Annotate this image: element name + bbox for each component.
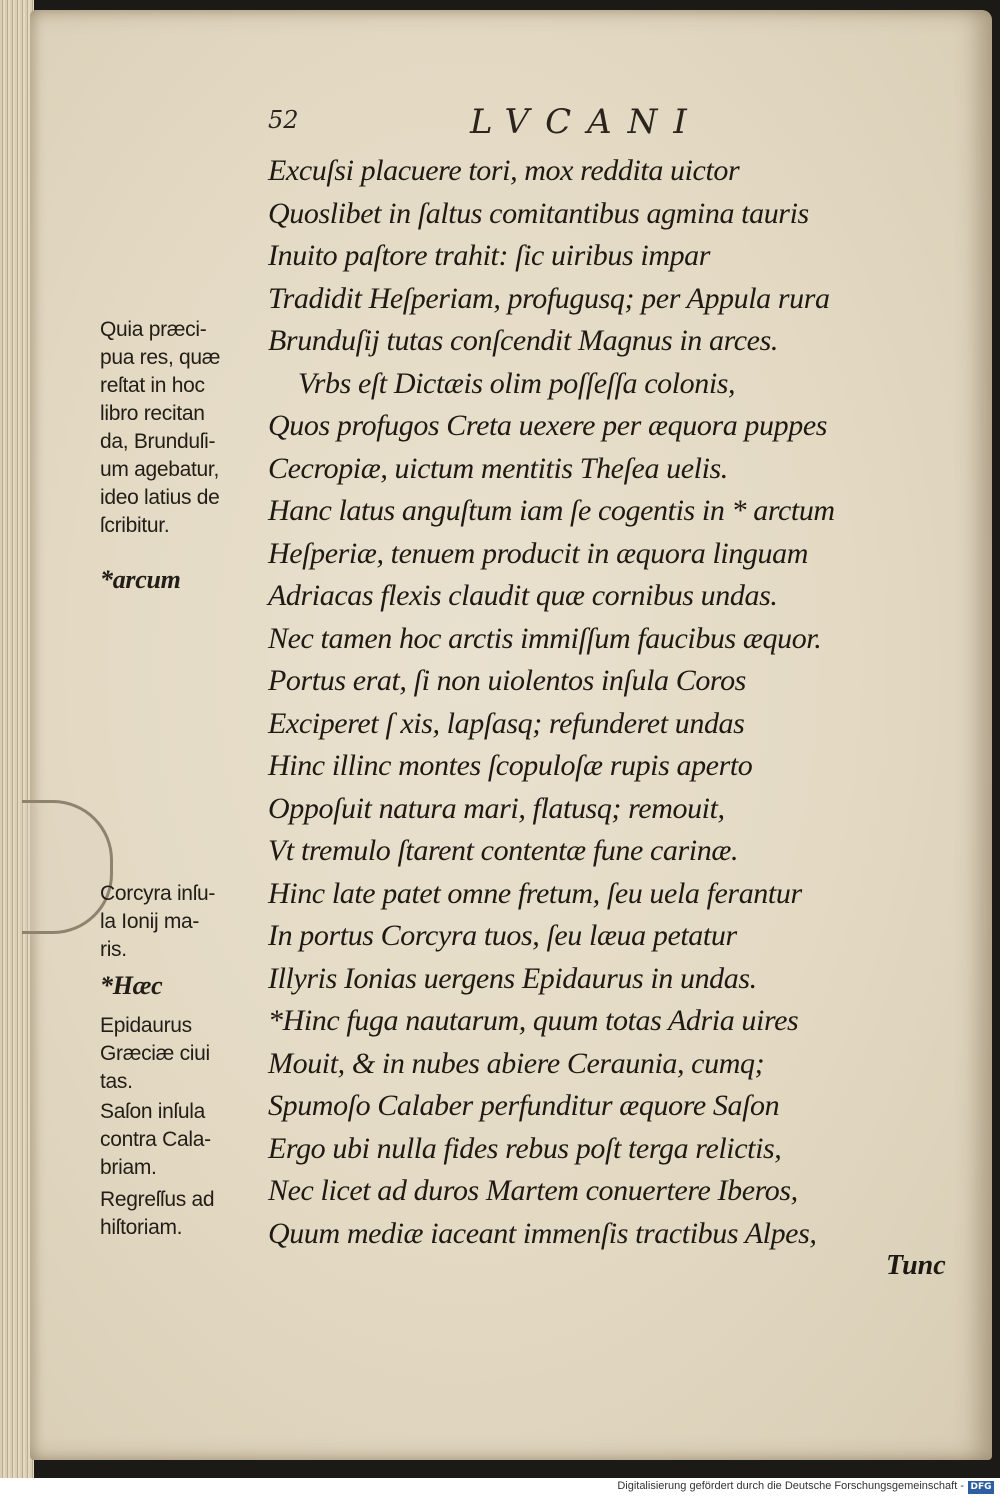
- margin-note-line: pua res, quæ: [100, 346, 221, 369]
- margin-note-line: la Ionij ma-: [100, 910, 200, 933]
- verse-line: Nec licet ad duros Martem conuertere Iberos,: [268, 1174, 798, 1207]
- poem-text: [268, 150, 908, 1255]
- verse-line: Excuſsi placuere tori, mox reddita uictor: [268, 154, 740, 187]
- verse-line: Hinc illinc montes ſcopuloſæ rupis aperto: [268, 749, 753, 782]
- margin-note-line: *Hæc: [100, 971, 163, 1000]
- margin-note-line: ideo latius de: [100, 486, 220, 509]
- verse-line: Adriacas flexis claudit quæ cornibus undas.: [268, 579, 778, 612]
- verse-line: Quoslibet in ſaltus comitantibus agmina tauris: [268, 196, 809, 230]
- verse-line: Cecropiæ, uictum mentitis Theſea uelis.: [268, 451, 728, 485]
- running-title: LVCANI: [470, 102, 703, 142]
- verse-line: Spumoſo Calaber perfunditur æquore Saſon: [268, 1089, 780, 1122]
- verse-line: Hanc latus anguſtum iam ſe cogentis in * arctum: [268, 494, 835, 527]
- margin-note-line: Saſon inſula: [100, 1100, 205, 1123]
- verse-line: Brunduſij tutas conſcendit Magnus in arces.: [268, 324, 778, 357]
- dfg-logo: DFG: [968, 1481, 994, 1494]
- verse-line: Mouit, & in nubes abiere Ceraunia, cumq;: [268, 1046, 765, 1080]
- digitization-footer: [0, 1478, 1000, 1498]
- margin-note-epidaurus: [100, 1012, 268, 1096]
- margin-note-line: ris.: [100, 938, 127, 961]
- margin-note-line: ſcribitur.: [100, 514, 170, 537]
- verse-line: Heſperiæ, tenuem producit in æquora linguam: [268, 536, 808, 570]
- margin-note-haec: [100, 972, 268, 1000]
- margin-note-line: Corcyra inſu-: [100, 882, 216, 905]
- margin-note-line: Regreſſus ad: [100, 1188, 215, 1211]
- margin-note-arcum: [100, 566, 268, 594]
- margin-note-line: Græciæ ciui: [100, 1042, 210, 1065]
- verse-line: Hinc late patet omne fretum, ſeu uela ferantur: [268, 876, 802, 910]
- margin-note-corcyra: [100, 880, 268, 964]
- verse-line: Illyris Ionias uergens Epidaurus in undas.: [268, 961, 757, 995]
- margin-note-line: *arcum: [100, 565, 181, 594]
- verse-line: Ergo ubi nulla fides rebus poſt terga relictis,: [268, 1131, 782, 1165]
- margin-note-line: um agebatur,: [100, 458, 219, 481]
- verse-line: *Hinc fuga nautarum, quum totas Adria uires: [268, 1004, 799, 1037]
- margin-note-regressus: [100, 1186, 268, 1242]
- footer-credit: Digitalisierung gefördert durch die Deutsche Forschungsgemeinschaft -: [617, 1480, 964, 1492]
- verse-line: Exciperet ſ xis, lapſasq; refunderet undas: [268, 706, 745, 740]
- margin-note-line: Quia præci-: [100, 318, 207, 341]
- page-number: 52: [268, 106, 299, 134]
- margin-note-line: contra Cala-: [100, 1128, 211, 1151]
- margin-note-line: reſtat in hoc: [100, 374, 205, 397]
- verse-line: Vt tremulo ſtarent contentæ fune carinæ.: [268, 834, 739, 867]
- margin-note-brundusium: [100, 316, 268, 540]
- verse-line: Quum mediæ iaceant immenſis tractibus Alpes,: [268, 1216, 817, 1250]
- margin-note-line: tas.: [100, 1070, 133, 1093]
- verse-line: In portus Corcyra tuos, ſeu læua petatur: [268, 919, 737, 952]
- margin-note-line: hiſtoriam.: [100, 1216, 183, 1239]
- verse-line: Portus erat, ſi non uiolentos inſula Coros: [268, 664, 746, 697]
- margin-note-sason: [100, 1098, 268, 1182]
- book-page-edges: [0, 0, 34, 1478]
- running-head: [0, 102, 1000, 146]
- verse-line: Vrbs eſt Dictæis olim poſſeſſa colonis,: [298, 366, 736, 400]
- verse-line: Inuito paſtore trahit: ſic uiribus impar: [268, 239, 711, 272]
- verse-line: Oppoſuit natura mari, flatusq; remouit,: [268, 791, 725, 825]
- verse-line: Nec tamen hoc arctis immiſſum faucibus æquor.: [268, 621, 822, 655]
- verse-line: Tradidit Heſperiam, profugusq; per Appula rura: [268, 281, 830, 315]
- margin-note-line: libro recitan: [100, 402, 205, 425]
- margin-note-line: da, Brunduſi-: [100, 430, 216, 453]
- verse-line: Quos profugos Creta uexere per æquora puppes: [268, 409, 828, 442]
- margin-note-line: Epidaurus: [100, 1014, 192, 1037]
- catchword: Tunc: [886, 1250, 946, 1281]
- margin-note-line: briam.: [100, 1156, 157, 1179]
